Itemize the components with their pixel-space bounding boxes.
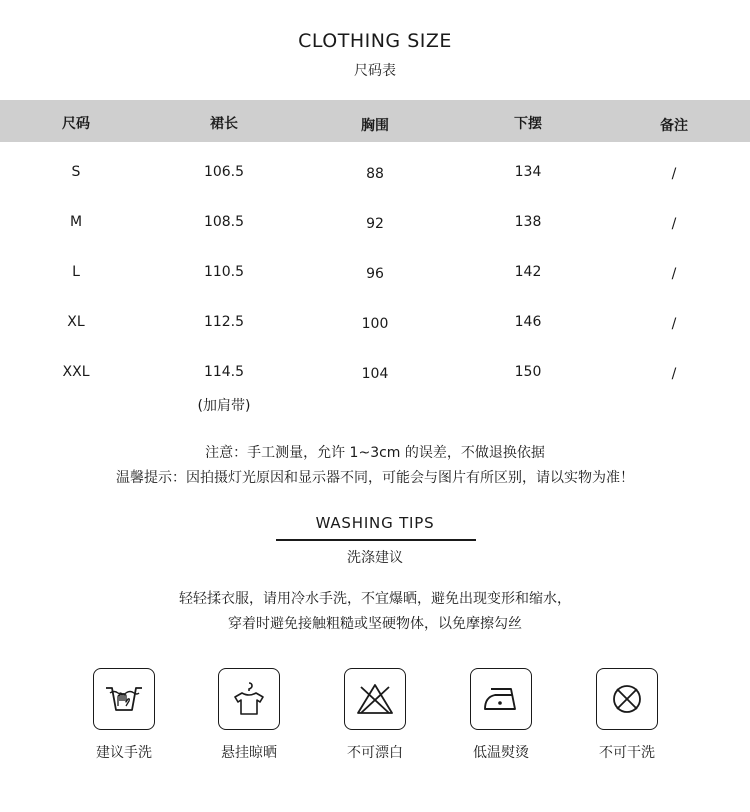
table-cell: 150 <box>514 364 542 380</box>
table-cell: 114.5 <box>203 364 245 380</box>
column-header-hem: 下摆 <box>514 116 542 132</box>
color-disclaimer: 温馨提示：因拍摄灯光原因和显示器不同，可能会与图片有所区别，请以实物为准！ <box>116 470 634 486</box>
column-header-skirt-length: 裙长 <box>210 116 238 132</box>
table-cell: 106.5 <box>203 164 245 180</box>
column-header-remark: 备注 <box>660 118 688 134</box>
washing-divider <box>276 539 476 541</box>
table-cell: 110.5 <box>203 264 245 280</box>
table-cell: 104 <box>361 366 389 382</box>
page-subtitle: 尺码表 <box>354 63 396 79</box>
column-header-size: 尺码 <box>62 116 90 132</box>
table-footnote: (加肩带) <box>197 398 251 414</box>
no-dry-clean-icon <box>596 668 658 730</box>
table-cell: 88 <box>366 166 384 182</box>
washing-advice-1: 轻轻揉衣服，请用冷水手洗，不宜爆晒，避免出现变形和缩水， <box>179 591 571 607</box>
table-cell: 92 <box>366 216 384 232</box>
table-cell: 100 <box>361 316 389 332</box>
hang-dry-icon <box>218 668 280 730</box>
low-iron-icon <box>470 668 532 730</box>
table-cell: 138 <box>514 214 542 230</box>
table-cell: / <box>671 216 677 232</box>
table-cell: XL <box>67 314 85 330</box>
table-cell: / <box>671 316 677 332</box>
washing-advice-2: 穿着时避免接触粗糙或坚硬物体，以免摩擦勾丝 <box>228 616 522 632</box>
hang-dry-label: 悬挂晾晒 <box>221 745 277 761</box>
no-dry-clean-label: 不可干洗 <box>599 745 655 761</box>
hand-wash-icon <box>93 668 155 730</box>
washing-subtitle: 洗涤建议 <box>347 550 403 566</box>
table-cell: / <box>671 266 677 282</box>
no-bleach-icon <box>344 668 406 730</box>
no-bleach-label: 不可漂白 <box>347 745 403 761</box>
low-iron-label: 低温熨烫 <box>473 745 529 761</box>
hand-wash-label: 建议手洗 <box>96 745 152 761</box>
table-cell: M <box>69 214 83 230</box>
washing-title: WASHING TIPS <box>315 514 435 532</box>
table-cell: / <box>671 366 677 382</box>
table-cell: / <box>671 166 677 182</box>
page-title: CLOTHING SIZE <box>298 30 452 52</box>
column-header-bust: 胸围 <box>361 118 389 134</box>
measurement-note: 注意：手工测量，允许 1~3cm 的误差，不做退换依据 <box>205 445 545 461</box>
table-cell: 112.5 <box>203 314 245 330</box>
table-cell: S <box>71 164 81 180</box>
table-cell: XXL <box>62 364 90 380</box>
table-cell: 142 <box>514 264 542 280</box>
table-cell: 134 <box>514 164 542 180</box>
table-cell: L <box>72 264 80 280</box>
table-cell: 96 <box>366 266 384 282</box>
table-cell: 108.5 <box>203 214 245 230</box>
table-cell: 146 <box>514 314 542 330</box>
